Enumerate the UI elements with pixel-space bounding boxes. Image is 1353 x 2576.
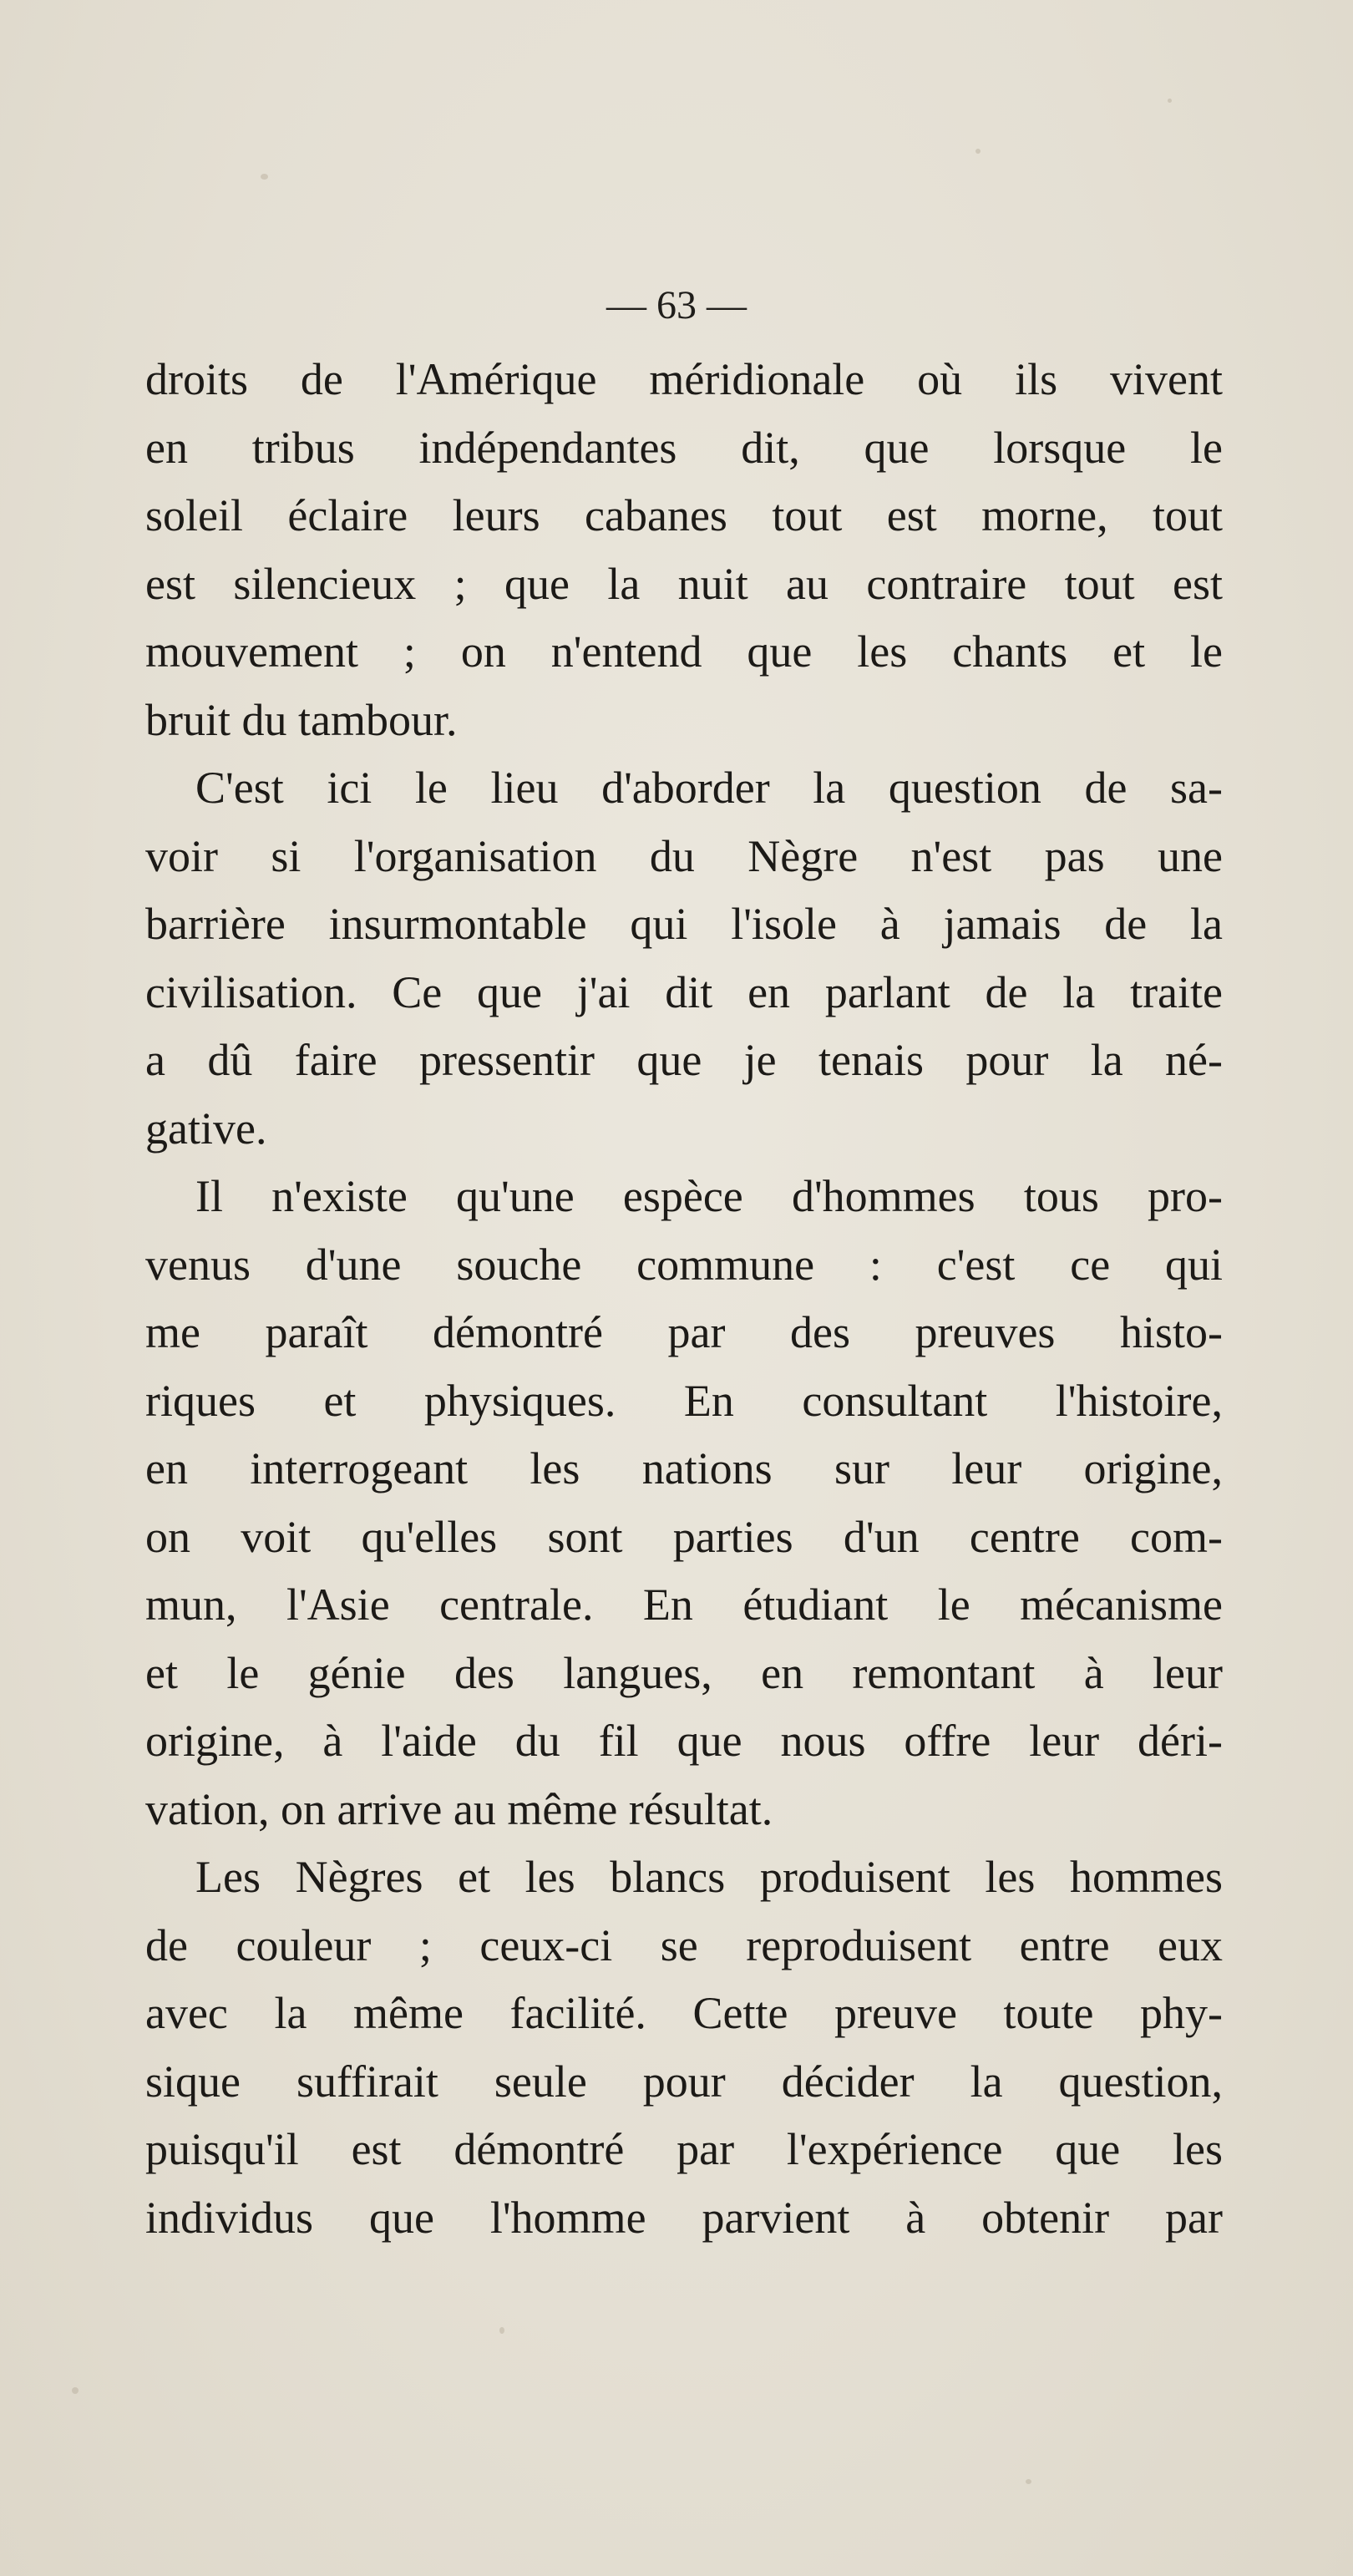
text-line: est silencieux ; que la nuit au contraire tout est [145, 558, 1223, 609]
text-line: venus d'une souche commune : c'est ce qui [145, 1239, 1223, 1290]
text-line: me paraît démontré par des preuves histo- [145, 1307, 1223, 1357]
text-line: riques et physiques. En consultant l'histoire, [145, 1375, 1223, 1426]
text-line: mouvement ; on n'entend que les chants et le [145, 626, 1223, 677]
text-line: gative. [145, 1103, 267, 1154]
text-line: en interrogeant les nations sur leur origine, [145, 1443, 1223, 1493]
text-line: sique suffirait seule pour décider la question, [145, 2056, 1223, 2107]
paper-speck [1026, 2479, 1031, 2484]
text-line: Il n'existe qu'une espèce d'hommes tous pro- [195, 1171, 1223, 1221]
text-line: Les Nègres et les blancs produisent les hommes [195, 1852, 1223, 1902]
paper-speck [72, 2387, 79, 2394]
text-line: barrière insurmontable qui l'isole à jamais de la [145, 899, 1223, 949]
text-line: soleil éclaire leurs cabanes tout est morne, tout [145, 490, 1223, 540]
text-line: mun, l'Asie centrale. En étudiant le mécanisme [145, 1580, 1223, 1630]
paper-speck [975, 149, 981, 154]
text-line: bruit du tambour. [145, 694, 458, 745]
text-line: puisqu'il est démontré par l'expérience que les [145, 2124, 1223, 2174]
text-line: a dû faire pressentir que je tenais pour la né- [145, 1035, 1223, 1085]
page-number: — 63 — [606, 283, 747, 327]
text-line: vation, on arrive au même résultat. [145, 1783, 773, 1834]
text-line: de couleur ; ceux-ci se reproduisent entre eux [145, 1919, 1223, 1970]
text-line: avec la même facilité. Cette preuve toute phy- [145, 1988, 1223, 2038]
text-line: civilisation. Ce que j'ai dit en parlant de la traite [145, 966, 1223, 1017]
body-text [145, 346, 1223, 2252]
text-line: et le génie des langues, en remontant à leur [145, 1647, 1223, 1698]
text-line: on voit qu'elles sont parties d'un centre com- [145, 1511, 1223, 1562]
text-line: C'est ici le lieu d'aborder la question de sa- [195, 763, 1223, 813]
text-line: individus que l'homme parvient à obtenir par [145, 2192, 1223, 2243]
text-line: origine, à l'aide du fil que nous offre leur déri- [145, 1716, 1223, 1766]
paper-speck [499, 2327, 504, 2334]
paper-speck [261, 174, 268, 180]
text-line: voir si l'organisation du Nègre n'est pas une [145, 830, 1223, 881]
paper-speck [1168, 99, 1172, 103]
text-line: droits de l'Amérique méridionale où ils vivent [145, 354, 1223, 404]
text-line: en tribus indépendantes dit, que lorsque le [145, 422, 1223, 473]
